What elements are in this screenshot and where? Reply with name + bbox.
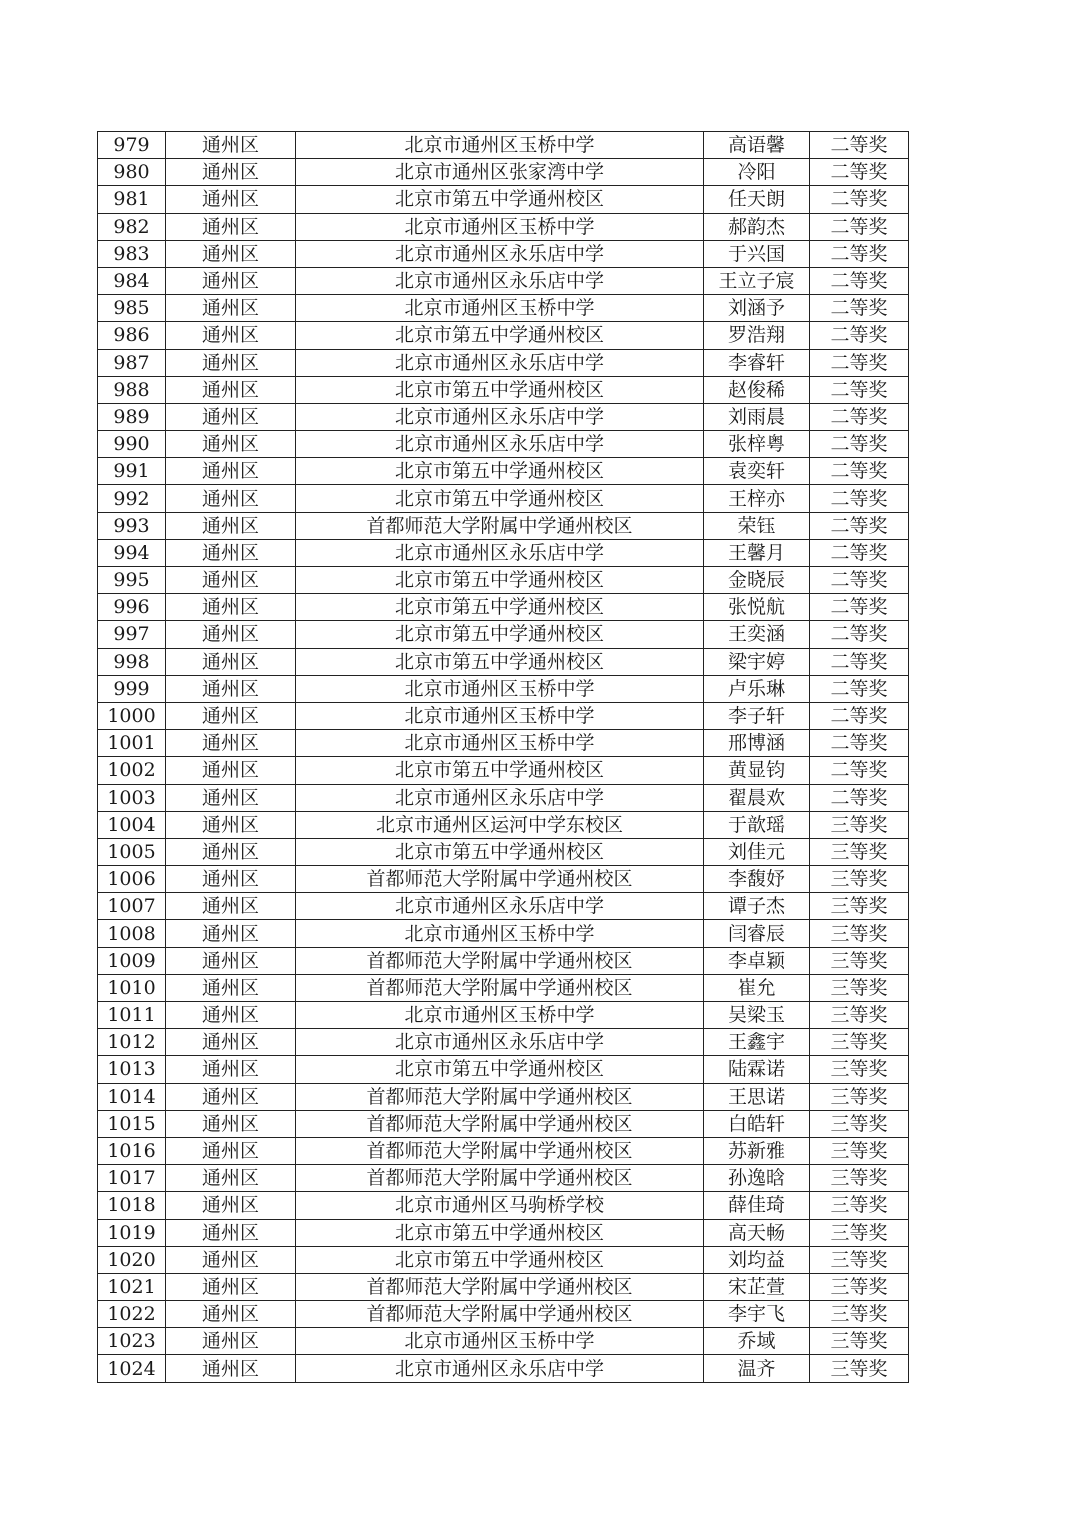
school-cell: 首都师范大学附属中学通州校区 [296,512,704,539]
row-number-cell: 1019 [98,1219,166,1246]
district-cell: 通州区 [166,757,296,784]
table-row [98,866,909,893]
student-name-cell: 罗浩翔 [704,322,810,349]
award-level-cell: 二等奖 [810,376,909,403]
row-number-cell: 1005 [98,838,166,865]
school-cell: 北京市第五中学通州校区 [296,757,704,784]
table-row [98,431,909,458]
district-cell: 通州区 [166,1002,296,1029]
row-number-cell: 1011 [98,1002,166,1029]
award-level-cell: 二等奖 [810,322,909,349]
table-row [98,1355,909,1382]
table-row [98,811,909,838]
school-cell: 北京市第五中学通州校区 [296,1219,704,1246]
district-cell: 通州区 [166,267,296,294]
district-cell: 通州区 [166,1192,296,1219]
school-cell: 北京市第五中学通州校区 [296,838,704,865]
table-row [98,376,909,403]
district-cell: 通州区 [166,1355,296,1382]
student-name-cell: 赵俊稀 [704,376,810,403]
award-level-cell: 二等奖 [810,403,909,430]
table-row [98,648,909,675]
award-level-cell: 二等奖 [810,730,909,757]
student-name-cell: 于歆瑶 [704,811,810,838]
row-number-cell: 998 [98,648,166,675]
student-name-cell: 王奕涵 [704,621,810,648]
award-level-cell: 二等奖 [810,431,909,458]
student-name-cell: 郝韵杰 [704,213,810,240]
award-level-cell: 二等奖 [810,594,909,621]
table-row [98,1328,909,1355]
award-level-cell: 三等奖 [810,838,909,865]
row-number-cell: 1007 [98,893,166,920]
district-cell: 通州区 [166,1165,296,1192]
district-cell: 通州区 [166,403,296,430]
district-cell: 通州区 [166,1110,296,1137]
table-row [98,1273,909,1300]
student-name-cell: 王梓亦 [704,485,810,512]
student-name-cell: 张悦航 [704,594,810,621]
student-name-cell: 谭子杰 [704,893,810,920]
district-cell: 通州区 [166,1083,296,1110]
table-row [98,1165,909,1192]
district-cell: 通州区 [166,159,296,186]
student-name-cell: 陆霖诺 [704,1056,810,1083]
student-name-cell: 梁宇婷 [704,648,810,675]
row-number-cell: 1010 [98,974,166,1001]
award-level-cell: 三等奖 [810,893,909,920]
row-number-cell: 990 [98,431,166,458]
award-level-cell: 二等奖 [810,512,909,539]
student-name-cell: 邢博涵 [704,730,810,757]
district-cell: 通州区 [166,295,296,322]
table-row [98,1219,909,1246]
student-name-cell: 王鑫宇 [704,1029,810,1056]
school-cell: 北京市第五中学通州校区 [296,485,704,512]
award-level-cell: 三等奖 [810,1165,909,1192]
table-row [98,675,909,702]
district-cell: 通州区 [166,1056,296,1083]
district-cell: 通州区 [166,893,296,920]
row-number-cell: 1022 [98,1301,166,1328]
district-cell: 通州区 [166,349,296,376]
award-level-cell: 三等奖 [810,1192,909,1219]
row-number-cell: 981 [98,186,166,213]
table-row [98,186,909,213]
school-cell: 北京市通州区玉桥中学 [296,920,704,947]
row-number-cell: 1015 [98,1110,166,1137]
school-cell: 北京市通州区玉桥中学 [296,702,704,729]
district-cell: 通州区 [166,1029,296,1056]
row-number-cell: 1002 [98,757,166,784]
award-list-table [97,131,909,1383]
school-cell: 北京市第五中学通州校区 [296,621,704,648]
school-cell: 北京市第五中学通州校区 [296,322,704,349]
table-row [98,213,909,240]
school-cell: 北京市通州区永乐店中学 [296,539,704,566]
award-level-cell: 三等奖 [810,1301,909,1328]
row-number-cell: 1021 [98,1273,166,1300]
school-cell: 北京市通州区永乐店中学 [296,1029,704,1056]
student-name-cell: 李睿轩 [704,349,810,376]
school-cell: 北京市通州区永乐店中学 [296,349,704,376]
district-cell: 通州区 [166,431,296,458]
award-level-cell: 二等奖 [810,240,909,267]
student-name-cell: 于兴国 [704,240,810,267]
school-cell: 北京市第五中学通州校区 [296,567,704,594]
award-level-cell: 二等奖 [810,132,909,159]
table-row [98,159,909,186]
school-cell: 北京市第五中学通州校区 [296,458,704,485]
school-cell: 北京市通州区玉桥中学 [296,295,704,322]
row-number-cell: 1013 [98,1056,166,1083]
student-name-cell: 刘佳元 [704,838,810,865]
award-level-cell: 三等奖 [810,947,909,974]
student-name-cell: 王思诺 [704,1083,810,1110]
student-name-cell: 袁奕轩 [704,458,810,485]
school-cell: 北京市通州区玉桥中学 [296,132,704,159]
student-name-cell: 张梓粤 [704,431,810,458]
row-number-cell: 1020 [98,1246,166,1273]
student-name-cell: 薛佳琦 [704,1192,810,1219]
student-name-cell: 李子轩 [704,702,810,729]
table-row [98,458,909,485]
school-cell: 北京市通州区永乐店中学 [296,893,704,920]
table-row [98,974,909,1001]
student-name-cell: 宋芷萱 [704,1273,810,1300]
student-name-cell: 荣钰 [704,512,810,539]
row-number-cell: 994 [98,539,166,566]
student-name-cell: 刘均益 [704,1246,810,1273]
student-name-cell: 乔域 [704,1328,810,1355]
district-cell: 通州区 [166,730,296,757]
row-number-cell: 992 [98,485,166,512]
award-level-cell: 二等奖 [810,784,909,811]
district-cell: 通州区 [166,539,296,566]
district-cell: 通州区 [166,784,296,811]
table-row [98,539,909,566]
table-row [98,621,909,648]
school-cell: 北京市通州区张家湾中学 [296,159,704,186]
table-row [98,1002,909,1029]
row-number-cell: 988 [98,376,166,403]
student-name-cell: 温齐 [704,1355,810,1382]
row-number-cell: 1017 [98,1165,166,1192]
table-row [98,132,909,159]
row-number-cell: 1012 [98,1029,166,1056]
table-row [98,1301,909,1328]
district-cell: 通州区 [166,458,296,485]
district-cell: 通州区 [166,567,296,594]
table-row [98,838,909,865]
table-row [98,322,909,349]
district-cell: 通州区 [166,920,296,947]
award-level-cell: 二等奖 [810,267,909,294]
district-cell: 通州区 [166,376,296,403]
student-name-cell: 刘雨晨 [704,403,810,430]
district-cell: 通州区 [166,947,296,974]
row-number-cell: 1014 [98,1083,166,1110]
student-name-cell: 王立子宸 [704,267,810,294]
school-cell: 首都师范大学附属中学通州校区 [296,974,704,1001]
table-row [98,1056,909,1083]
student-name-cell: 冷阳 [704,159,810,186]
row-number-cell: 999 [98,675,166,702]
school-cell: 北京市通州区玉桥中学 [296,1328,704,1355]
school-cell: 首都师范大学附属中学通州校区 [296,947,704,974]
school-cell: 北京市第五中学通州校区 [296,594,704,621]
award-level-cell: 二等奖 [810,648,909,675]
row-number-cell: 986 [98,322,166,349]
award-level-cell: 二等奖 [810,675,909,702]
school-cell: 北京市通州区永乐店中学 [296,1355,704,1382]
table-row [98,295,909,322]
district-cell: 通州区 [166,594,296,621]
table-row [98,730,909,757]
table-row [98,240,909,267]
school-cell: 北京市第五中学通州校区 [296,376,704,403]
row-number-cell: 1000 [98,702,166,729]
district-cell: 通州区 [166,485,296,512]
award-level-cell: 二等奖 [810,621,909,648]
table-row [98,920,909,947]
school-cell: 北京市通州区永乐店中学 [296,431,704,458]
school-cell: 北京市通州区永乐店中学 [296,240,704,267]
table-row [98,947,909,974]
student-name-cell: 闫睿辰 [704,920,810,947]
student-name-cell: 翟晨欢 [704,784,810,811]
row-number-cell: 1006 [98,866,166,893]
row-number-cell: 982 [98,213,166,240]
table-row [98,702,909,729]
award-level-cell: 二等奖 [810,159,909,186]
award-list-body [98,132,909,1383]
district-cell: 通州区 [166,866,296,893]
student-name-cell: 李宇飞 [704,1301,810,1328]
table-row [98,567,909,594]
student-name-cell: 刘涵予 [704,295,810,322]
district-cell: 通州区 [166,1301,296,1328]
award-level-cell: 三等奖 [810,1110,909,1137]
student-name-cell: 孙逸晗 [704,1165,810,1192]
table-row [98,349,909,376]
row-number-cell: 1018 [98,1192,166,1219]
student-name-cell: 白皓轩 [704,1110,810,1137]
table-row [98,1192,909,1219]
school-cell: 北京市通州区玉桥中学 [296,1002,704,1029]
district-cell: 通州区 [166,1246,296,1273]
row-number-cell: 987 [98,349,166,376]
student-name-cell: 卢乐琳 [704,675,810,702]
award-level-cell: 三等奖 [810,1056,909,1083]
row-number-cell: 979 [98,132,166,159]
award-level-cell: 三等奖 [810,1328,909,1355]
row-number-cell: 1004 [98,811,166,838]
school-cell: 北京市第五中学通州校区 [296,1056,704,1083]
school-cell: 北京市通州区玉桥中学 [296,213,704,240]
district-cell: 通州区 [166,213,296,240]
student-name-cell: 任天朗 [704,186,810,213]
table-row [98,594,909,621]
table-row [98,1110,909,1137]
district-cell: 通州区 [166,1137,296,1164]
table-row [98,893,909,920]
school-cell: 北京市第五中学通州校区 [296,648,704,675]
district-cell: 通州区 [166,240,296,267]
school-cell: 北京市第五中学通州校区 [296,186,704,213]
district-cell: 通州区 [166,1219,296,1246]
award-level-cell: 二等奖 [810,213,909,240]
student-name-cell: 李卓颖 [704,947,810,974]
school-cell: 北京市通州区运河中学东校区 [296,811,704,838]
student-name-cell: 高语馨 [704,132,810,159]
award-level-cell: 二等奖 [810,757,909,784]
district-cell: 通州区 [166,811,296,838]
row-number-cell: 1003 [98,784,166,811]
school-cell: 首都师范大学附属中学通州校区 [296,1301,704,1328]
row-number-cell: 1016 [98,1137,166,1164]
row-number-cell: 989 [98,403,166,430]
row-number-cell: 984 [98,267,166,294]
district-cell: 通州区 [166,648,296,675]
student-name-cell: 王馨月 [704,539,810,566]
row-number-cell: 991 [98,458,166,485]
district-cell: 通州区 [166,1328,296,1355]
school-cell: 首都师范大学附属中学通州校区 [296,866,704,893]
award-level-cell: 二等奖 [810,539,909,566]
school-cell: 北京市通州区玉桥中学 [296,730,704,757]
school-cell: 北京市通州区永乐店中学 [296,403,704,430]
award-level-cell: 二等奖 [810,702,909,729]
row-number-cell: 1008 [98,920,166,947]
award-level-cell: 三等奖 [810,1083,909,1110]
award-level-cell: 三等奖 [810,974,909,1001]
district-cell: 通州区 [166,702,296,729]
table-row [98,403,909,430]
table-row [98,267,909,294]
award-level-cell: 三等奖 [810,1246,909,1273]
school-cell: 北京市通州区玉桥中学 [296,675,704,702]
row-number-cell: 983 [98,240,166,267]
award-level-cell: 三等奖 [810,1137,909,1164]
table-row [98,485,909,512]
row-number-cell: 1001 [98,730,166,757]
table-row [98,757,909,784]
school-cell: 北京市通州区永乐店中学 [296,784,704,811]
table-row [98,784,909,811]
district-cell: 通州区 [166,186,296,213]
school-cell: 首都师范大学附属中学通州校区 [296,1165,704,1192]
award-level-cell: 二等奖 [810,186,909,213]
student-name-cell: 苏新雅 [704,1137,810,1164]
district-cell: 通州区 [166,512,296,539]
school-cell: 首都师范大学附属中学通州校区 [296,1110,704,1137]
district-cell: 通州区 [166,132,296,159]
district-cell: 通州区 [166,322,296,349]
school-cell: 北京市第五中学通州校区 [296,1246,704,1273]
award-level-cell: 三等奖 [810,866,909,893]
row-number-cell: 985 [98,295,166,322]
school-cell: 首都师范大学附属中学通州校区 [296,1273,704,1300]
award-level-cell: 二等奖 [810,485,909,512]
row-number-cell: 997 [98,621,166,648]
district-cell: 通州区 [166,621,296,648]
school-cell: 首都师范大学附属中学通州校区 [296,1083,704,1110]
school-cell: 北京市通州区永乐店中学 [296,267,704,294]
district-cell: 通州区 [166,1273,296,1300]
award-level-cell: 三等奖 [810,1273,909,1300]
row-number-cell: 1023 [98,1328,166,1355]
award-level-cell: 三等奖 [810,920,909,947]
award-level-cell: 二等奖 [810,295,909,322]
row-number-cell: 995 [98,567,166,594]
district-cell: 通州区 [166,838,296,865]
award-level-cell: 三等奖 [810,1029,909,1056]
award-level-cell: 二等奖 [810,567,909,594]
award-level-cell: 三等奖 [810,1219,909,1246]
table-row [98,1083,909,1110]
table-row [98,512,909,539]
student-name-cell: 黄显钧 [704,757,810,784]
row-number-cell: 1009 [98,947,166,974]
district-cell: 通州区 [166,974,296,1001]
award-level-cell: 三等奖 [810,1002,909,1029]
student-name-cell: 吴梁玉 [704,1002,810,1029]
table-row [98,1246,909,1273]
award-level-cell: 二等奖 [810,349,909,376]
award-level-cell: 二等奖 [810,458,909,485]
student-name-cell: 崔允 [704,974,810,1001]
district-cell: 通州区 [166,675,296,702]
table-row [98,1029,909,1056]
row-number-cell: 1024 [98,1355,166,1382]
award-level-cell: 三等奖 [810,1355,909,1382]
row-number-cell: 980 [98,159,166,186]
school-cell: 首都师范大学附属中学通州校区 [296,1137,704,1164]
student-name-cell: 金晓辰 [704,567,810,594]
table-row [98,1137,909,1164]
school-cell: 北京市通州区马驹桥学校 [296,1192,704,1219]
student-name-cell: 李馥妤 [704,866,810,893]
award-level-cell: 三等奖 [810,811,909,838]
row-number-cell: 996 [98,594,166,621]
student-name-cell: 高天畅 [704,1219,810,1246]
row-number-cell: 993 [98,512,166,539]
